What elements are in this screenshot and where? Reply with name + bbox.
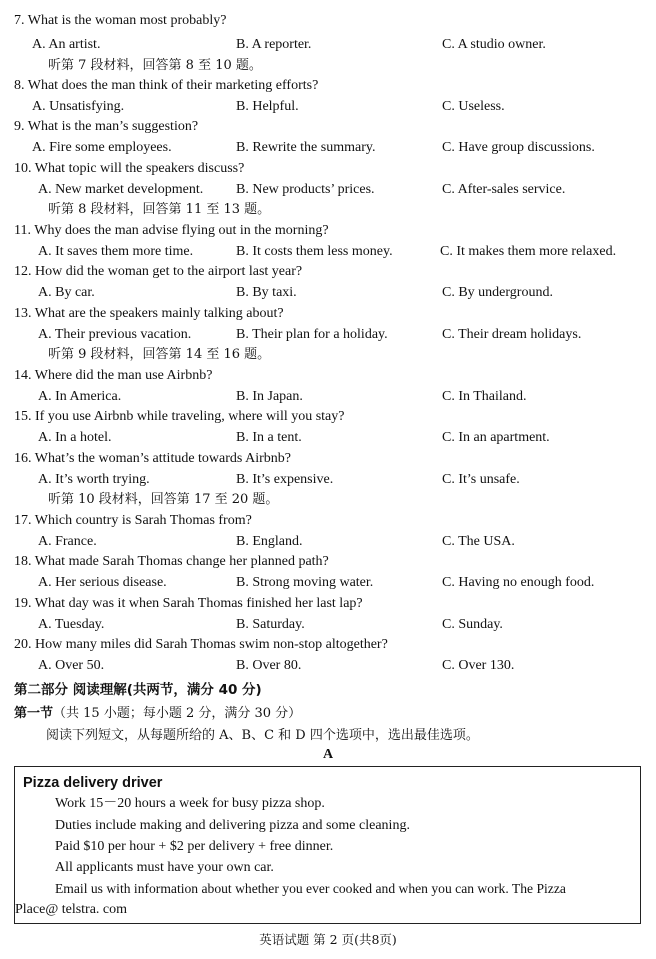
- options-11: [38, 243, 656, 261]
- option-c: C. Have group discussions.: [442, 140, 595, 155]
- options-16: [38, 471, 656, 489]
- question-10: 10. What topic will the speakers discuss?: [14, 161, 245, 176]
- option-c: C. By underground.: [442, 285, 553, 300]
- question-16: 16. What’s the woman’s attitude towards Airbnb?: [14, 451, 291, 466]
- options-13: [38, 326, 656, 344]
- ad-line-hours: Work 15－20 hours a week for busy pizza shop.: [55, 796, 325, 811]
- option-c: C. After-sales service.: [442, 182, 566, 197]
- option-a: A. It saves them more time.: [38, 244, 194, 259]
- material-note-7: 听第 7 段材料，回答第 8 至 10 题。: [48, 58, 262, 73]
- option-b: B. In a tent.: [236, 430, 302, 445]
- options-7: [32, 36, 652, 54]
- options-12: [38, 284, 656, 302]
- question-7: 7. What is the woman most probably?: [14, 13, 227, 28]
- part2-heading: 第二部分 阅读理解(共两节，满分 40 分): [14, 682, 262, 698]
- option-a: A. New market development.: [38, 182, 204, 197]
- option-a: A. By car.: [38, 285, 95, 300]
- question-13: 13. What are the speakers mainly talking about?: [14, 306, 284, 321]
- options-10: [38, 181, 656, 199]
- ad-line-duties: Duties include making and delivering pizza and some cleaning.: [55, 818, 410, 833]
- option-a: A. An artist.: [32, 37, 101, 52]
- option-b: B. Saturday.: [236, 617, 305, 632]
- question-20: 20. How many miles did Sarah Thomas swim non-stop altogether?: [14, 637, 388, 652]
- option-a: A. It’s worth trying.: [38, 472, 150, 487]
- option-c: C. In Thailand.: [442, 389, 527, 404]
- question-8: 8. What does the man think of their marketing efforts?: [14, 78, 319, 93]
- section1-heading: [14, 705, 301, 723]
- option-b: B. Over 80.: [236, 658, 302, 673]
- options-8: [32, 98, 652, 116]
- option-b: B. In Japan.: [236, 389, 303, 404]
- option-a: A. France.: [38, 534, 97, 549]
- material-note-10: 听第 10 段材料，回答第 17 至 20 题。: [48, 492, 279, 507]
- option-c: C. Useless.: [442, 99, 505, 114]
- material-note-9: 听第 9 段材料，回答第 14 至 16 题。: [48, 347, 271, 362]
- option-b: B. It’s expensive.: [236, 472, 334, 487]
- option-a: A. Her serious disease.: [38, 575, 167, 590]
- option-b: B. By taxi.: [236, 285, 297, 300]
- options-20: [38, 657, 656, 675]
- options-14: [38, 388, 656, 406]
- option-c: C. Sunday.: [442, 617, 503, 632]
- option-c: C. It’s unsafe.: [442, 472, 520, 487]
- option-c: C. In an apartment.: [442, 430, 550, 445]
- section-desc: （共 15 小题；每小题 2 分，满分 30 分）: [53, 706, 302, 721]
- option-c: C. Their dream holidays.: [442, 327, 582, 342]
- ad-line-email: Email us with information about whether you ever cooked and when you can work. The Pizza: [55, 881, 566, 896]
- option-a: A. Unsatisfying.: [32, 99, 125, 114]
- options-18: [38, 574, 656, 592]
- question-17: 17. Which country is Sarah Thomas from?: [14, 513, 252, 528]
- option-b: B. Helpful.: [236, 99, 299, 114]
- option-c: C. Having no enough food.: [442, 575, 595, 590]
- option-b: B. England.: [236, 534, 303, 549]
- option-c: C. A studio owner.: [442, 37, 546, 52]
- option-c: C. It makes them more relaxed.: [440, 244, 617, 259]
- question-14: 14. Where did the man use Airbnb?: [14, 368, 213, 383]
- section-label: 第一节: [14, 706, 54, 721]
- ad-title: Pizza delivery driver: [23, 775, 163, 791]
- material-note-8: 听第 8 段材料，回答第 11 至 13 题。: [48, 202, 271, 217]
- question-15: 15. If you use Airbnb while traveling, where will you stay?: [14, 409, 345, 424]
- option-c: C. The USA.: [442, 534, 515, 549]
- option-a: A. Fire some employees.: [32, 140, 172, 155]
- question-11: 11. Why does the man advise flying out in the morning?: [14, 223, 329, 238]
- question-9: 9. What is the man’s suggestion?: [14, 119, 199, 134]
- pizza-ad-box: [14, 766, 641, 924]
- options-9: [32, 139, 652, 157]
- options-17: [38, 533, 656, 551]
- option-b: B. Their plan for a holiday.: [236, 327, 388, 342]
- options-15: [38, 429, 656, 447]
- question-18: 18. What made Sarah Thomas change her planned path?: [14, 554, 329, 569]
- option-b: B. New products’ prices.: [236, 182, 375, 197]
- ad-line-pay: Paid $10 per hour + $2 per delivery + free dinner.: [55, 839, 334, 854]
- question-19: 19. What day was it when Sarah Thomas finished her last lap?: [14, 596, 363, 611]
- ad-line-car: All applicants must have your own car.: [55, 860, 274, 875]
- option-a: A. In America.: [38, 389, 122, 404]
- option-c: C. Over 130.: [442, 658, 515, 673]
- option-b: B. Rewrite the summary.: [236, 140, 376, 155]
- reading-instruction: 阅读下列短文，从每题所给的 A、B、C 和 D 四个选项中，选出最佳选项。: [46, 728, 479, 743]
- page-footer: 英语试题 第 2 页(共8页): [259, 932, 397, 947]
- option-b: B. A reporter.: [236, 37, 312, 52]
- passage-letter: A: [322, 747, 334, 762]
- option-a: A. In a hotel.: [38, 430, 112, 445]
- option-a: A. Tuesday.: [38, 617, 105, 632]
- option-a: A. Their previous vacation.: [38, 327, 192, 342]
- options-19: [38, 616, 656, 634]
- option-b: B. Strong moving water.: [236, 575, 374, 590]
- ad-line-email-address: Place@ telstra. com: [15, 902, 128, 917]
- option-a: A. Over 50.: [38, 658, 105, 673]
- question-12: 12. How did the woman get to the airport last year?: [14, 264, 303, 279]
- option-b: B. It costs them less money.: [236, 244, 393, 259]
